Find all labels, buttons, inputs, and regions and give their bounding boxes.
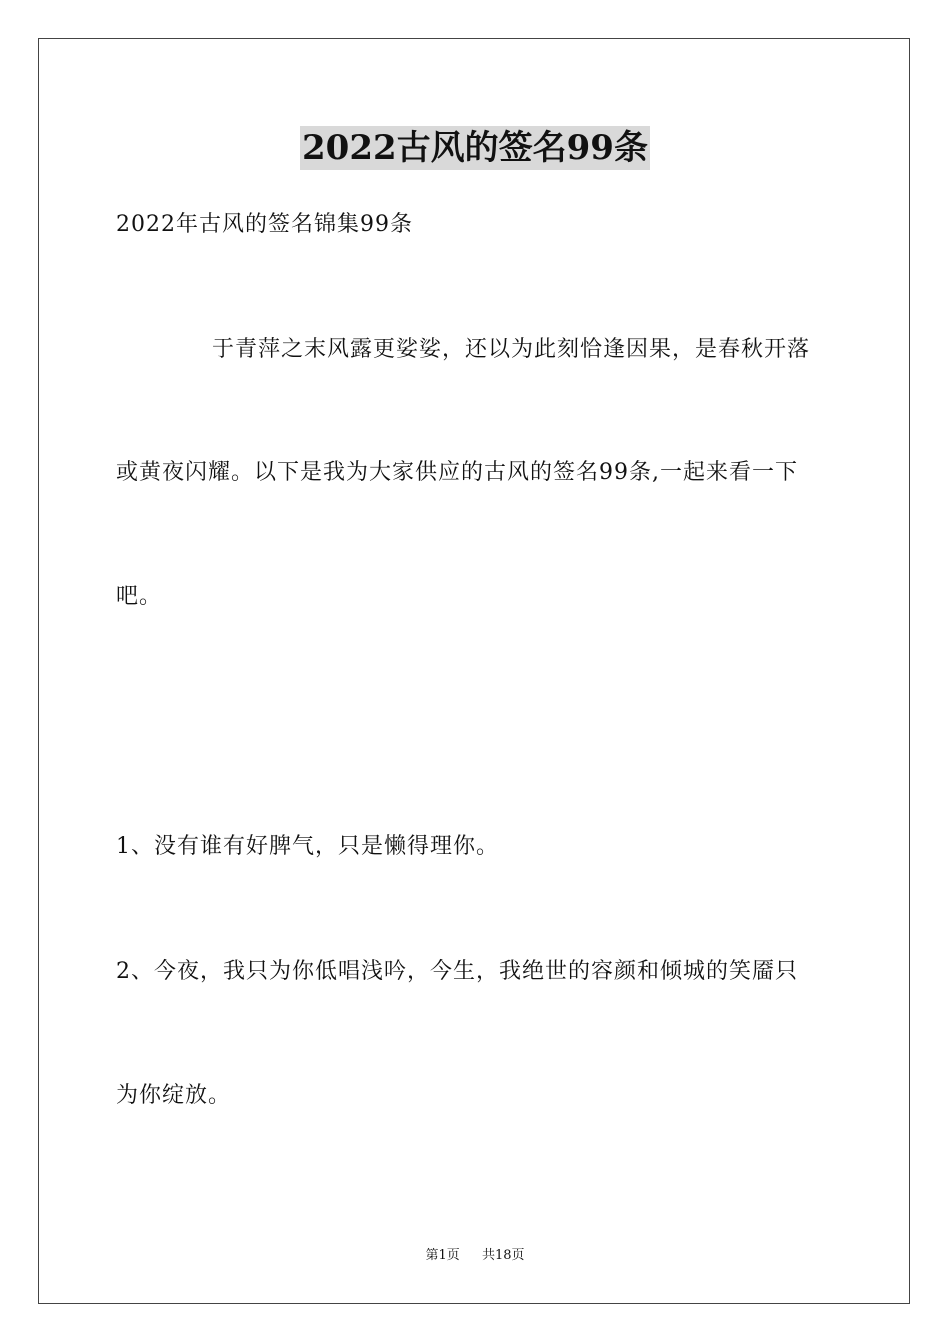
page-footer [0,1247,950,1265]
page-number: 第1页 [425,1248,460,1263]
page-total: 共18页 [482,1248,525,1263]
intro-line-1: 于青萍之末风露更娑娑，还以为此刻恰逢因果，是春秋开落 [212,337,811,362]
item-1: 1、没有谁有好脾气，只是懒得理你。 [116,834,499,859]
item-2-line-1: 2、今夜，我只为你低唱浅吟，今生，我绝世的容颜和倾城的笑靥只 [116,959,798,984]
intro-line-3: 吧。 [116,584,163,609]
title-container [0,126,950,170]
intro-line-2: 或黄夜闪耀。以下是我为大家供应的古风的签名99条,一起来看一下 [116,460,798,485]
document-subtitle: 2022年古风的签名锦集99条 [116,212,413,237]
document-title: 2022古风的签名99条 [302,128,648,168]
item-2-line-2: 为你绽放。 [116,1083,232,1108]
